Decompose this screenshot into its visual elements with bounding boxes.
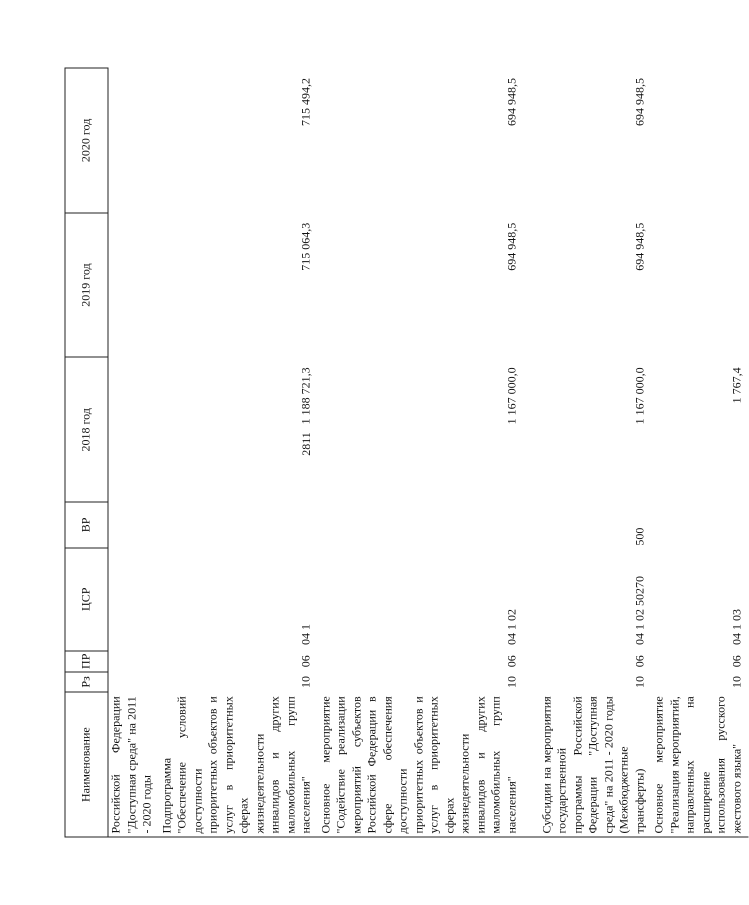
row-2019: 694 948,5 (504, 222, 518, 271)
row-2020 (108, 68, 159, 213)
row-2018: 1 167 000,0 (504, 366, 518, 424)
header-rz: Рз (65, 671, 108, 692)
row-vr (108, 502, 159, 547)
row-2019: 715 064,3 (298, 222, 313, 271)
row-2018 (108, 357, 159, 502)
header-2018: 2018 год (65, 357, 108, 502)
row-2019: 694 948,5 (632, 222, 646, 271)
row-2018: 1 167 000,0 (632, 366, 646, 424)
row-csr (108, 547, 159, 650)
table-row (159, 68, 318, 837)
row-csr: 04 1 03 (729, 608, 743, 645)
row-rz: 10 (298, 675, 313, 688)
row-2019 (652, 212, 749, 357)
row-pr: 06 (632, 654, 646, 667)
row-pr: 06 (298, 654, 313, 667)
row-csr: 04 1 (298, 623, 313, 645)
row-name: Основное мероприятие "Реализация мероприятий, направленных на расширение использования русского жестового языка" (652, 692, 749, 837)
row-rz (108, 671, 159, 692)
row-2019 (108, 212, 159, 357)
header-2019: 2019 год (65, 212, 108, 357)
table-header-row (65, 68, 108, 837)
row-vr: 500 (632, 527, 646, 546)
table-row (318, 68, 524, 837)
row-rz: 10 (729, 675, 743, 688)
row-name: Российской Федерации "Доступная среда" на 2011 - 2020 годы (108, 692, 159, 837)
budget-table-sheet (43, 52, 743, 852)
row-pr: 06 (504, 654, 518, 667)
row-csr: 04 1 02 50270 (632, 575, 646, 645)
row-2020: 694 948,5 (504, 77, 518, 126)
row-vr (652, 502, 749, 547)
row-name: Подпрограмма "Обеспечение условий доступности приоритетных объектов и услуг в приоритетных сферах жизнедеятельности инвалидов и других маломобильных групп населения" (159, 692, 318, 837)
row-pr (108, 650, 159, 671)
page-number: 2811 (299, 432, 313, 456)
header-2020: 2020 год (65, 68, 108, 213)
row-vr (318, 502, 524, 547)
row-csr: 04 1 02 (504, 608, 518, 645)
budget-table (65, 67, 749, 837)
row-rz: 10 (632, 675, 646, 688)
table-row (652, 68, 749, 837)
header-name: Наименование (65, 692, 108, 837)
row-2020: 694 948,5 (632, 77, 646, 126)
header-vr: ВР (65, 502, 108, 547)
row-2020 (652, 68, 749, 213)
table-row (108, 68, 159, 837)
row-2018: 1 767,4 (729, 366, 743, 403)
header-csr: ЦСР (65, 547, 108, 650)
row-rz: 10 (504, 675, 518, 688)
row-2020: 715 494,2 (298, 77, 313, 126)
row-2018: 1 188 721,3 (298, 366, 313, 424)
row-name: Основное мероприятие "Содействие реализации мероприятий субъектов Российской Федерации в сфере обеспечения доступности приоритетных объектов и услуг в приоритетных сферах жизнедеятельности инвалидов и других маломобильных групп населения" (318, 692, 524, 837)
row-vr (159, 502, 318, 547)
row-name: Субсидии на мероприятия государственной программы Российской Федерации "Доступная среда" на 2011 - 2020 годы (Межбюджетные трансферты) (524, 692, 652, 837)
table-row (524, 68, 652, 837)
header-pr: ПР (65, 650, 108, 671)
row-pr: 06 (729, 654, 743, 667)
